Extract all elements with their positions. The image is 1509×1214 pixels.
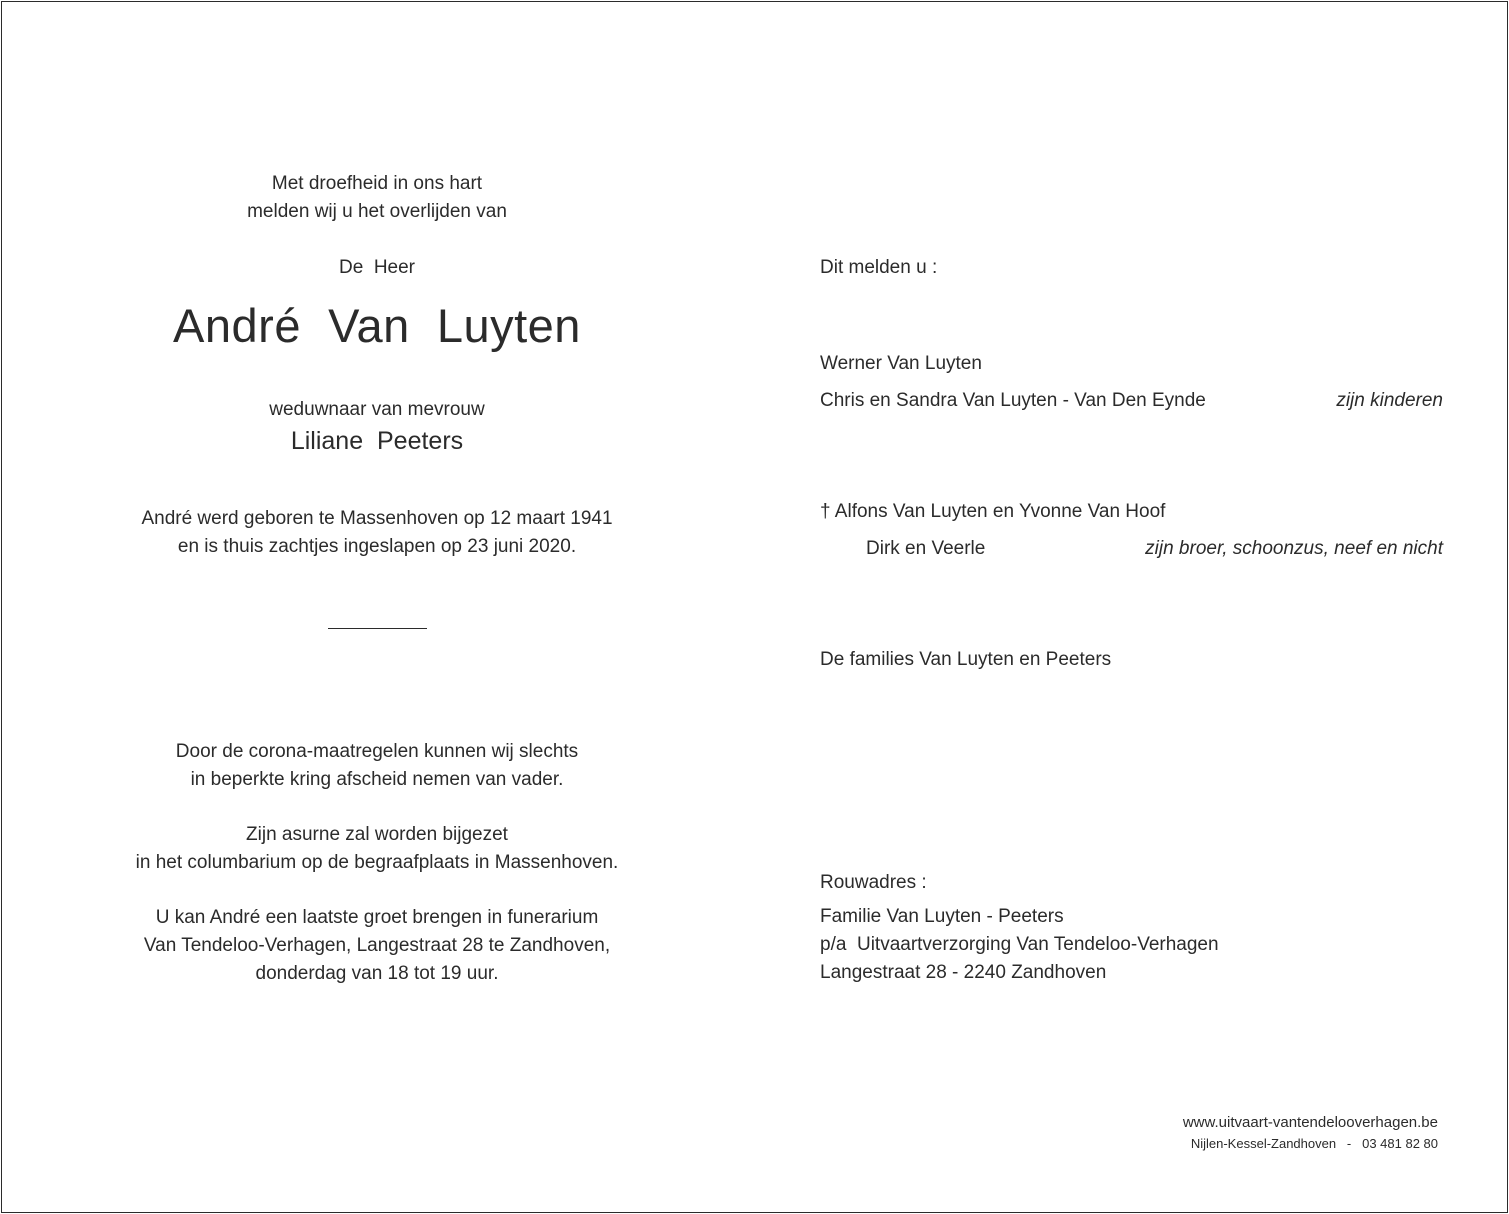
urn-line-1: Zijn asurne zal worden bijgezet [246,824,508,845]
address-line-1: Familie Van Luyten - Peeters [820,906,1064,927]
sibling-role: zijn broer, schoonzus, neef en nicht [1145,538,1443,559]
birth-line: André werd geboren te Massenhoven op 12 maart 1941 [141,508,613,529]
urn-line-2: in het columbarium op de begraafplaats in Massenhoven. [135,852,619,873]
corona-line-1: Door de corona-maatregelen kunnen wij slechts [175,741,579,762]
intro-line-2: melden wij u het overlijden van [247,201,507,222]
footer-contact: Nijlen-Kessel-Zandhoven - 03 481 82 80 [1190,1136,1438,1151]
spouse-name: Liliane Peeters [290,427,464,455]
footer-website: www.uitvaart-vantendelooverhagen.be [1182,1114,1438,1131]
death-line: en is thuis zachtjes ingeslapen op 23 juni 2020. [177,536,577,557]
children-role: zijn kinderen [1336,390,1443,411]
families-line: De families Van Luyten en Peeters [820,649,1112,670]
visit-line-2: Van Tendeloo-Verhagen, Langestraat 28 te Zandhoven, [143,935,611,956]
address-heading: Rouwadres : [820,872,927,893]
spouse-relation: weduwnaar van mevrouw [269,399,485,420]
visit-line-1: U kan André een laatste groet brengen in funerarium [155,907,599,928]
visit-line-3: donderdag van 18 tot 19 uur. [255,963,499,984]
deceased-title: De Heer [338,257,416,278]
intro-line-1: Met droefheid in ons hart [271,173,483,194]
divider-line [328,628,427,629]
announcers-heading: Dit melden u : [820,257,938,278]
address-line-3: Langestraat 28 - 2240 Zandhoven [820,962,1107,983]
child-2: Chris en Sandra Van Luyten - Van Den Eynde [820,390,1206,411]
address-line-2: p/a Uitvaartverzorging Van Tendeloo-Verhagen [820,934,1219,955]
sibling-line: † Alfons Van Luyten en Yvonne Van Hoof [820,501,1166,522]
child-1: Werner Van Luyten [820,353,982,374]
sibling-children: Dirk en Veerle [866,538,986,559]
deceased-name: André Van Luyten [173,299,581,352]
corona-line-2: in beperkte kring afscheid nemen van vader. [190,769,564,790]
